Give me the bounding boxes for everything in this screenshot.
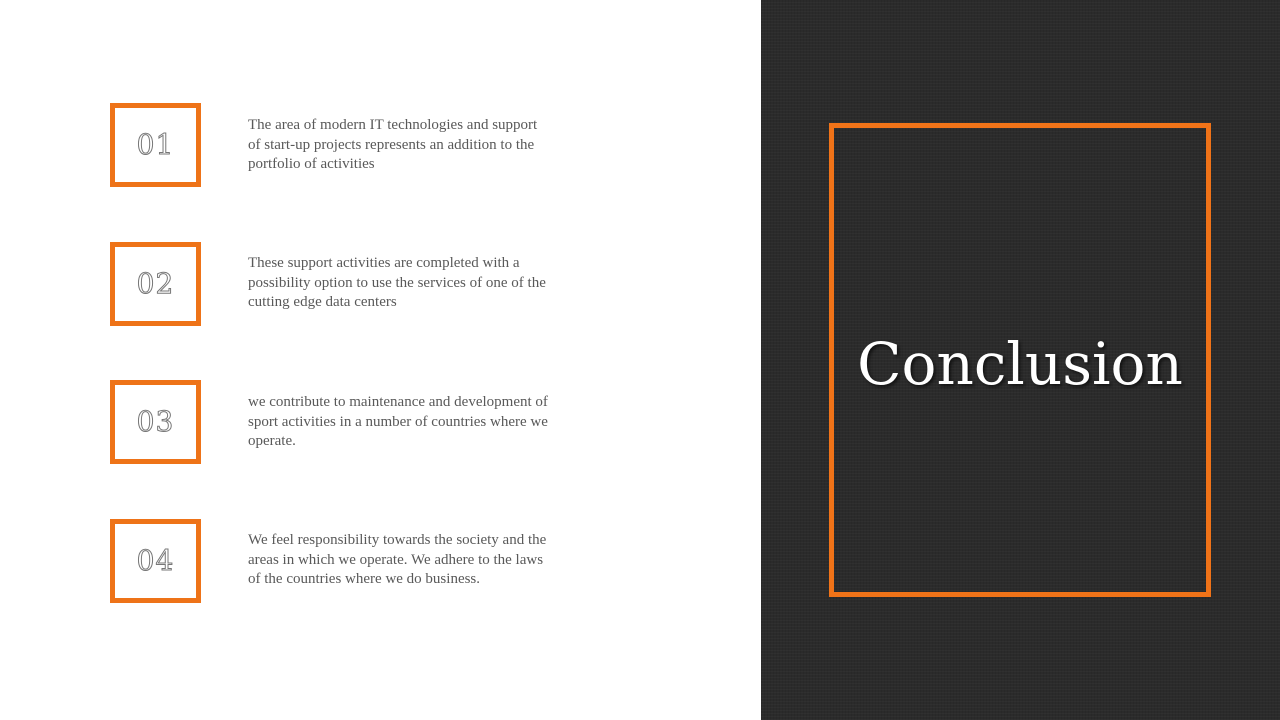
item-text-4: We feel responsibility towards the society and the areas in which we operate. We adhere to the laws of the countries where we do business. <box>248 532 547 587</box>
number-label-3: 03 <box>136 405 175 438</box>
number-label-4: 04 <box>136 544 175 577</box>
number-label-1: 01 <box>136 128 175 161</box>
item-text-1: The area of modern IT technologies and support of start-up projects represents an addition to the portfolio of activities <box>248 117 538 172</box>
number-box-4 <box>110 519 201 603</box>
number-box-1 <box>110 103 201 187</box>
item-text-3: we contribute to maintenance and development of sport activities in a number of countries where we operate. <box>248 394 548 449</box>
number-box-3 <box>110 380 201 464</box>
number-label-2: 02 <box>136 267 175 300</box>
conclusion-title: Conclusion <box>857 330 1183 398</box>
conclusion-frame <box>829 123 1211 597</box>
item-text-2: These support activities are completed with a possibility option to use the services of one of the cutting edge data centers <box>248 255 546 310</box>
conclusion-panel <box>761 0 1280 720</box>
number-box-2 <box>110 242 201 326</box>
